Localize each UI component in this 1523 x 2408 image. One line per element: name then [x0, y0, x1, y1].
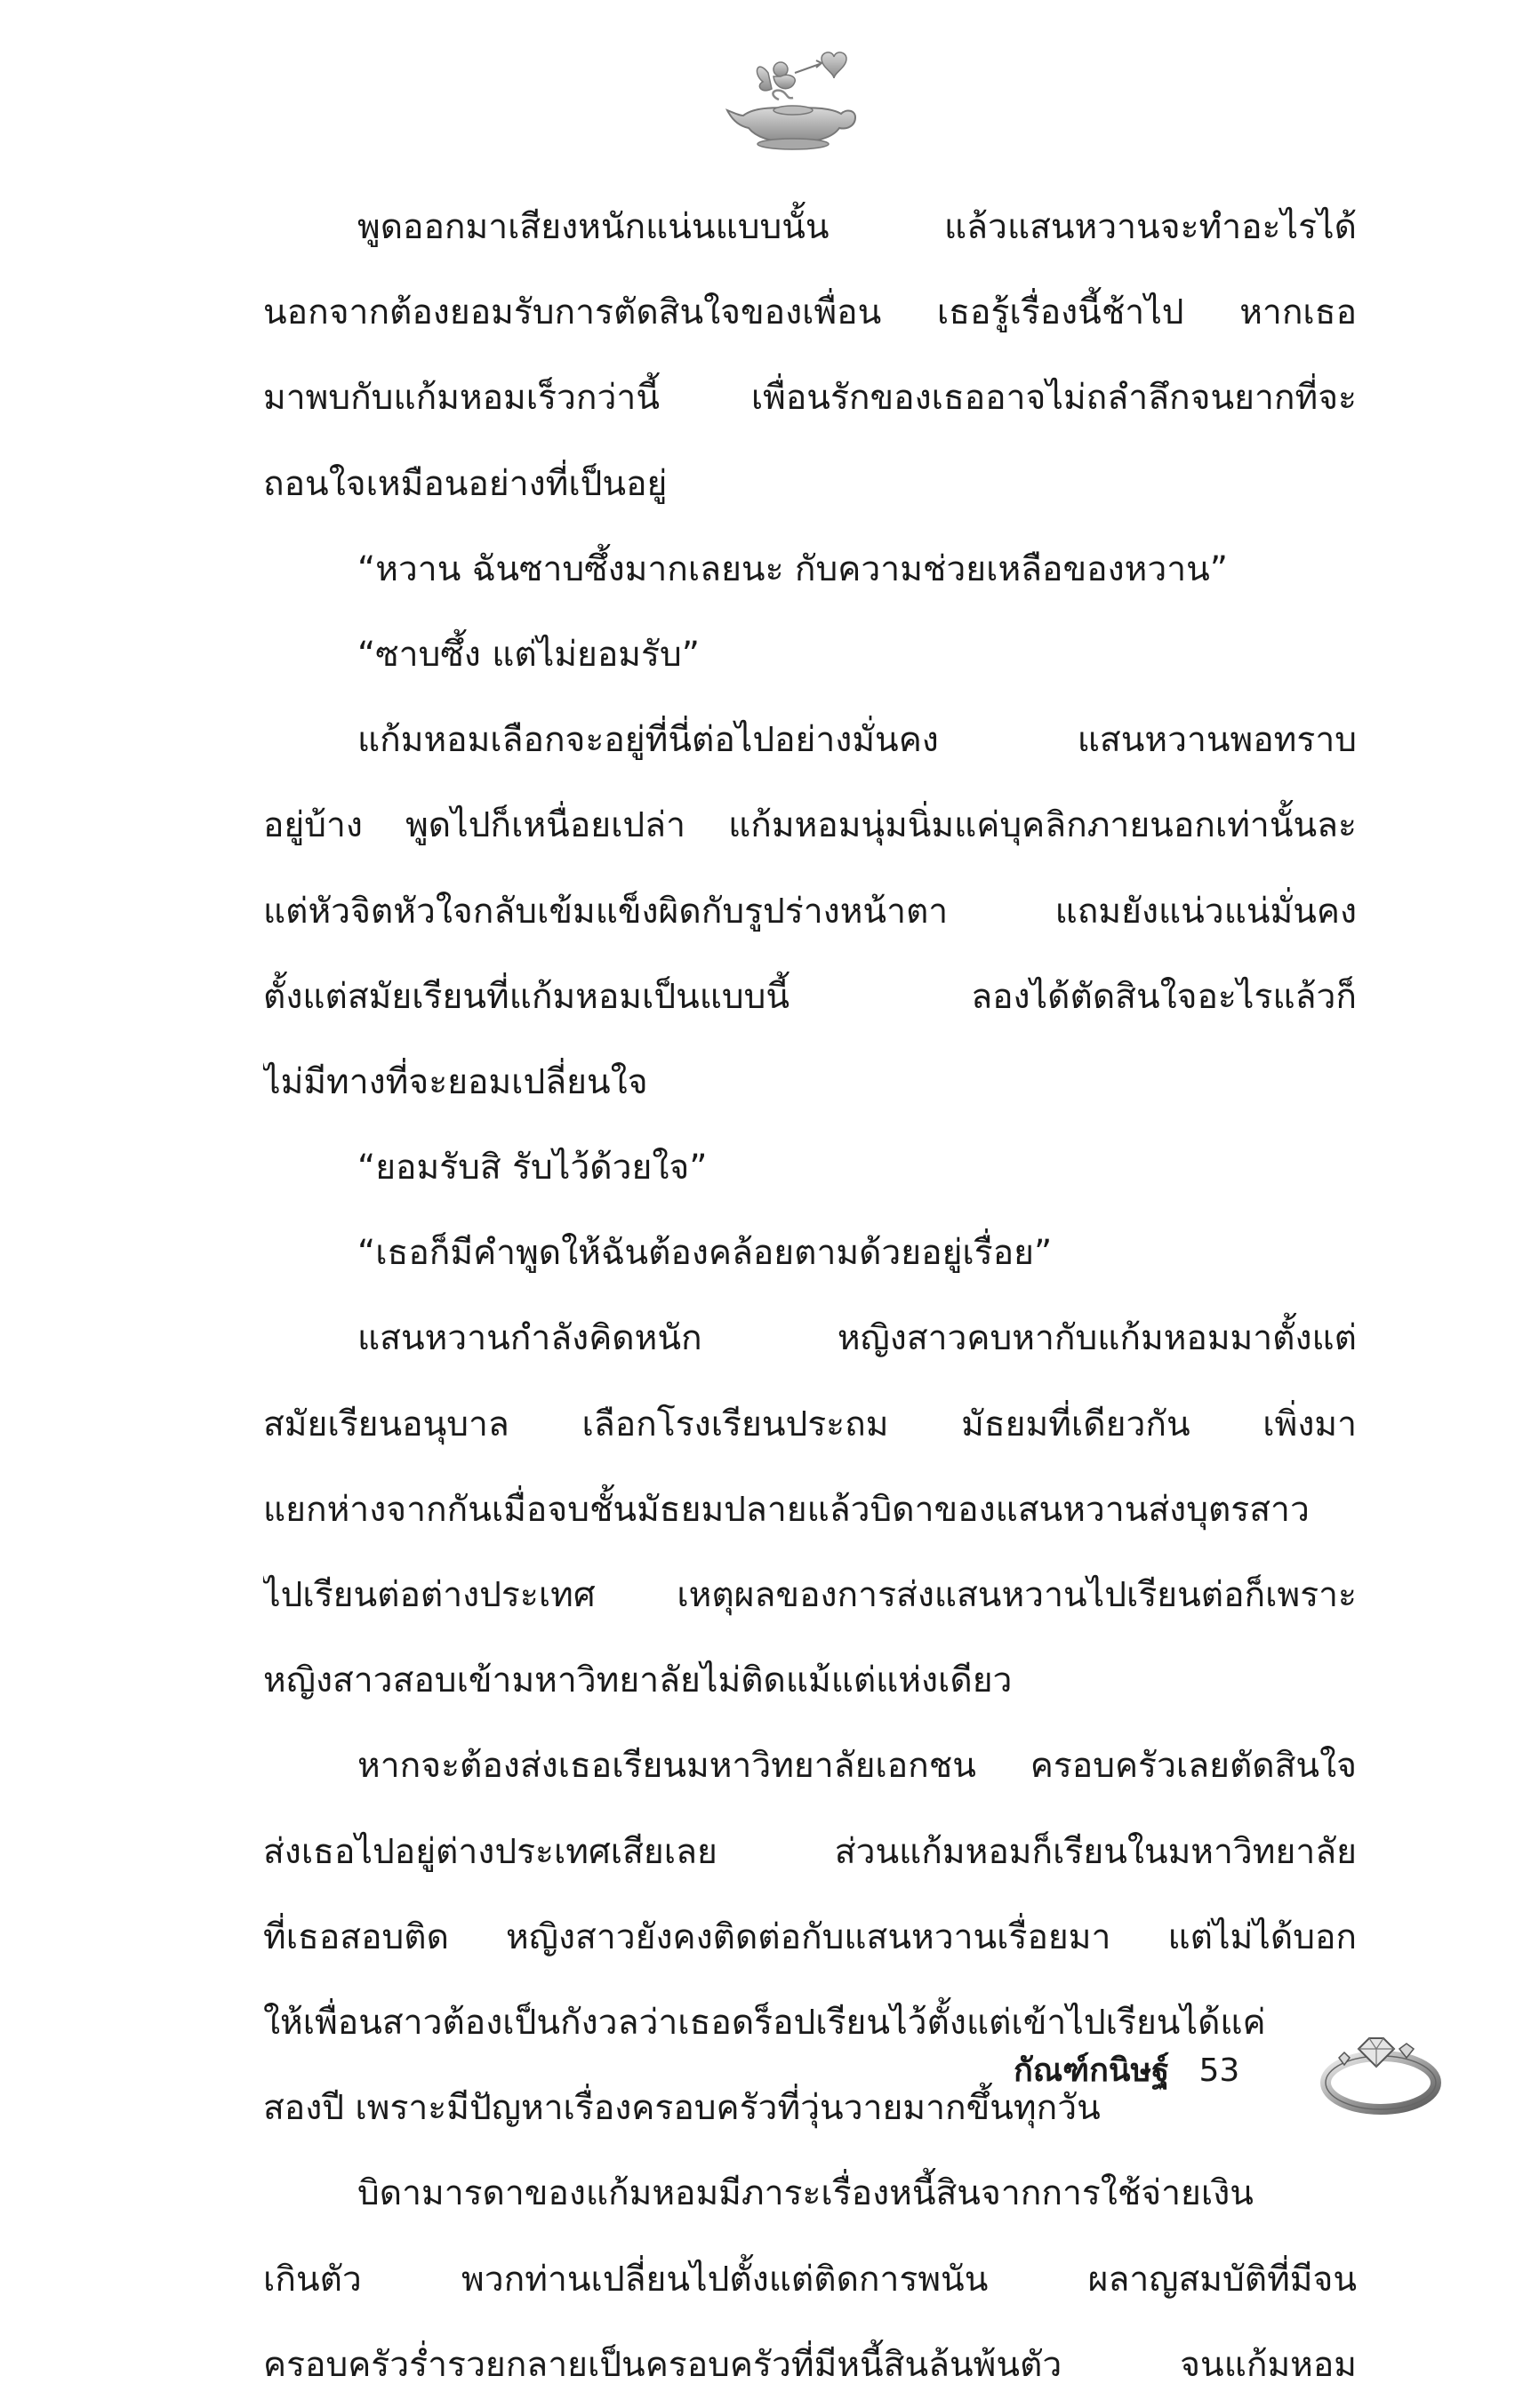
text-line: หากจะต้องส่งเธอเรียนมหาวิทยาลัยเอกชน ครอบครัวเลยตัดสินใจ: [357, 1746, 1357, 1787]
text-line: “ยอมรับสิ รับไว้ด้วยใจ”: [357, 1148, 708, 1188]
text-line: แยกห่างจากกันเมื่อจบชั้นมัธยมปลายแล้วบิดาของแสนหวานส่งบุตรสาว: [263, 1489, 1310, 1530]
text-line: “เธอก็มีคำพูดให้ฉันต้องคล้อยตามด้วยอยู่เรื่อย”: [357, 1233, 1053, 1274]
cupid-teapot-icon: [717, 46, 868, 153]
text-line: ถอนใจเหมือนอย่างที่เป็นอยู่: [263, 463, 668, 504]
text-line: นอกจากต้องยอมรับการตัดสินใจของเพื่อน เธอรู้เรื่องนี้ช้าไป หากเธอ: [263, 292, 1357, 333]
text-line: มาพบกับแก้มหอมเร็วกว่านี้ เพื่อนรักของเธออาจไม่ถลำลึกจนยากที่จะ: [263, 378, 1357, 419]
text-line: ตั้งแต่สมัยเรียนที่แก้มหอมเป็นแบบนี้ ลองได้ตัดสินใจอะไรแล้วก็: [263, 976, 1357, 1017]
text-line: แต่หัวจิตหัวใจกลับเข้มแข็งผิดกับรูปร่างหน้าตา แถมยังแน่วแน่มั่นคง: [263, 891, 1357, 932]
text-line: แสนหวานกำลังคิดหนัก หญิงสาวคบหากับแก้มหอมมาตั้งแต่: [357, 1318, 1357, 1359]
text-line: บิดามารดาของแก้มหอมมีภาระเรื่องหนี้สินจากการใช้จ่ายเงิน: [357, 2173, 1254, 2214]
text-line: “ซาบซึ้ง แต่ไม่ยอมรับ”: [357, 634, 700, 675]
text-line: ไม่มีทางที่จะยอมเปลี่ยนใจ: [263, 1061, 648, 1102]
text-line: สมัยเรียนอนุบาล เลือกโรงเรียนประถม มัธยมที่เดียวกัน เพิ่งมา: [263, 1404, 1357, 1444]
text-line: ครอบครัวร่ำรวยกลายเป็นครอบครัวที่มีหนี้สินล้นพ้นตัว จนแก้มหอม: [263, 2344, 1357, 2385]
text-line: สองปี เพราะมีปัญหาเรื่องครอบครัวที่วุ่นวายมากขึ้นทุกวัน: [263, 2088, 1101, 2129]
page-footer: [1014, 2044, 1239, 2098]
text-line: “หวาน ฉันซาบซึ้งมากเลยนะ กับความช่วยเหลือของหวาน”: [357, 548, 1228, 589]
text-line: พูดออกมาเสียงหนักแน่นแบบนั้น แล้วแสนหวานจะทำอะไรได้: [357, 207, 1357, 247]
diamond-ring-icon: [1314, 2022, 1447, 2120]
text-line: ให้เพื่อนสาวต้องเป็นกังวลว่าเธอดร็อปเรียนไว้ตั้งแต่เข้าไปเรียนได้แค่: [263, 2002, 1266, 2043]
text-line: ที่เธอสอบติด หญิงสาวยังคงติดต่อกับแสนหวานเรื่อยมา แต่ไม่ได้บอก: [263, 1916, 1357, 1957]
text-line: ส่งเธอไปอยู่ต่างประเทศเสียเลย ส่วนแก้มหอมก็เรียนในมหาวิทยาลัย: [263, 1831, 1357, 1872]
text-line: ไปเรียนต่อต่างประเทศ เหตุผลของการส่งแสนหวานไปเรียนต่อก็เพราะ: [263, 1575, 1357, 1615]
page-number: 53: [1198, 2052, 1240, 2089]
text-line: แก้มหอมเลือกจะอยู่ที่นี่ต่อไปอย่างมั่นคง แสนหวานพอทราบ: [357, 720, 1357, 761]
text-line: อยู่บ้าง พูดไปก็เหนื่อยเปล่า แก้มหอมนุ่มนิ่มแค่บุคลิกภายนอกเท่านั้นละ: [263, 805, 1357, 846]
text-line: หญิงสาวสอบเข้ามหาวิทยาลัยไม่ติดแม้แต่แห่งเดียว: [263, 1660, 1013, 1701]
book-title: กัณฑ์กนิษฐ์: [1014, 2052, 1170, 2089]
text-line: เกินตัว พวกท่านเปลี่ยนไปตั้งแต่ติดการพนัน ผลาญสมบัติที่มีจน: [263, 2259, 1357, 2300]
